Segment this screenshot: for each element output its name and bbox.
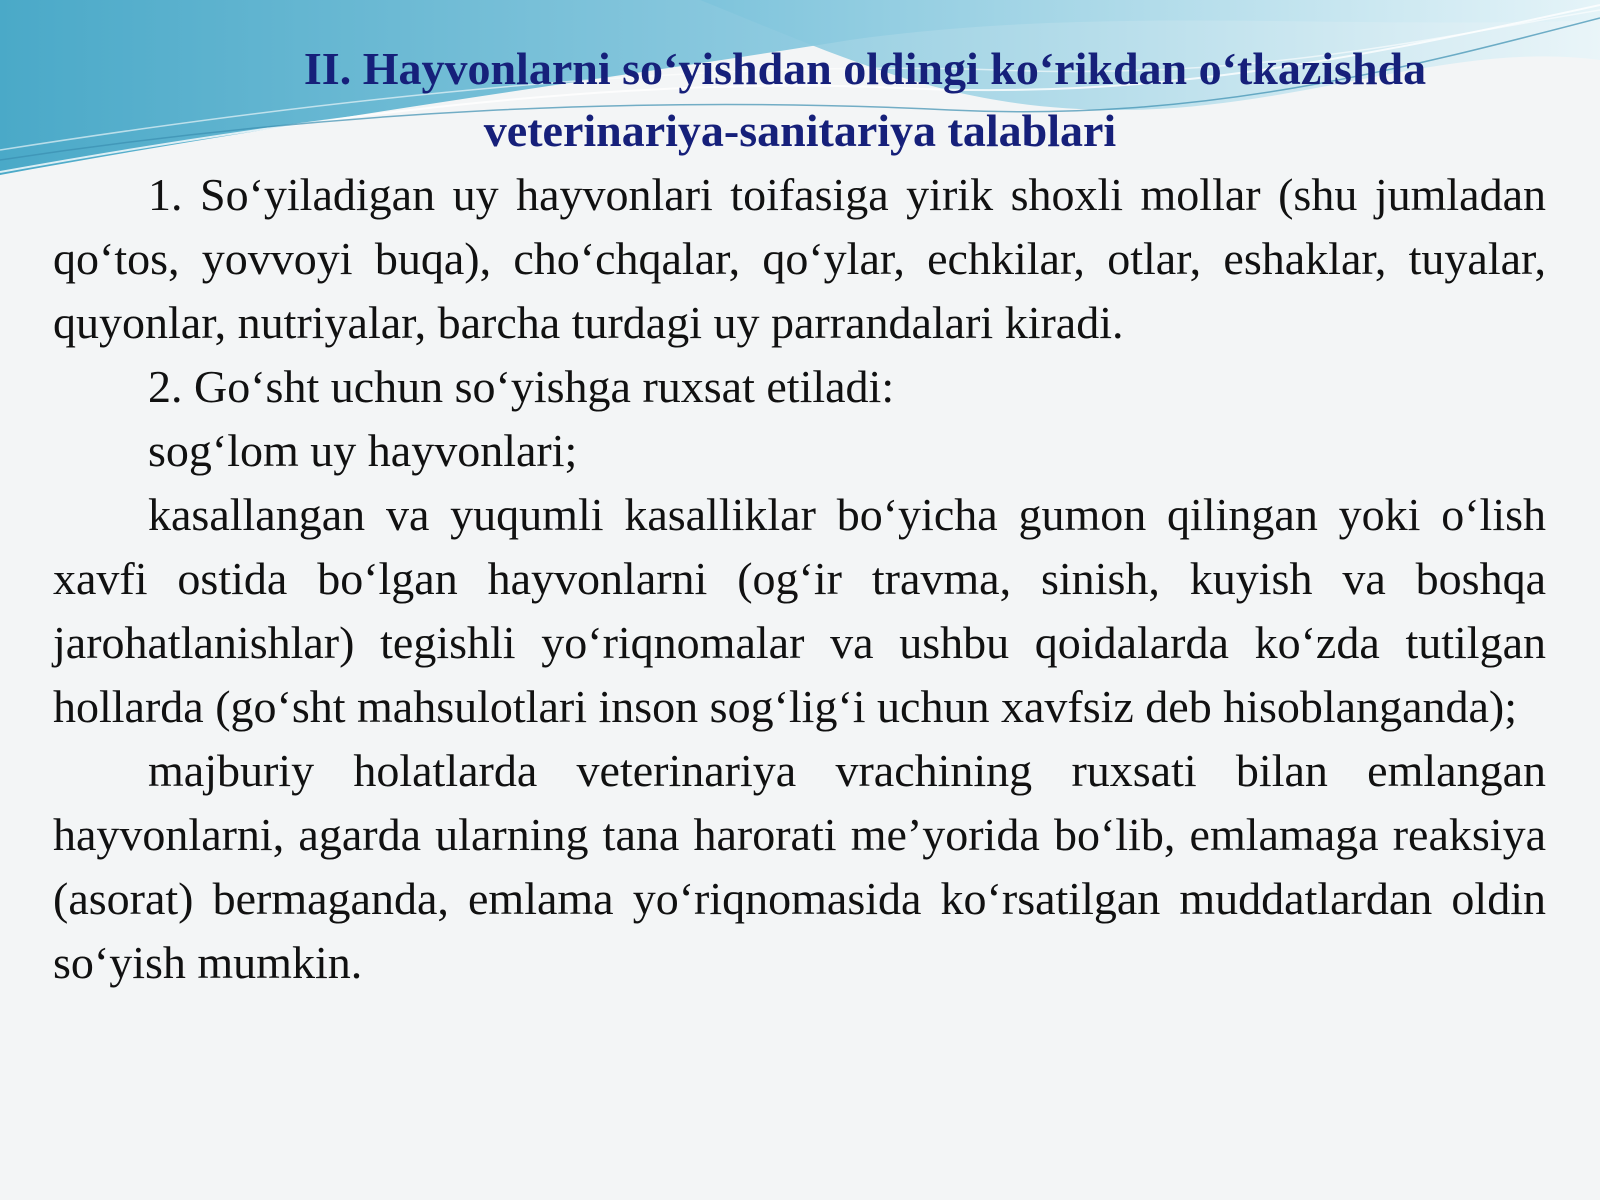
paragraph-2: 2. Go‘sht uchun so‘yishga ruxsat etiladi: xyxy=(148,361,895,412)
slide-body xyxy=(53,163,1546,995)
paragraph-3: sog‘lom uy hayvonlari; xyxy=(148,425,578,476)
slide-title-line-1: II. Hayvonlarni so‘yishdan oldingi ko‘rikdan o‘tkazishda xyxy=(303,43,1427,94)
paragraph-4: kasallangan va yuqumli kasalliklar bo‘yicha gumon qilingan yoki o‘lish xavfi ostida bo‘lgan hayvonlarni (og‘ir travma, sinish, kuyish va boshqa jarohatlanishlar) tegishli yo‘riqnomalar va ushbu qoidalarda ko‘zda tutilgan hollarda (go‘sht mahsulotlari inson sog‘lig‘i uchun xavfsiz deb hisoblanganda); xyxy=(53,489,1546,732)
slide-title xyxy=(60,38,1540,162)
paragraph-5: majburiy holatlarda veterinariya vrachining ruxsati bilan emlangan hayvonlarni, agarda ularning tana harorati me’yorida bo‘lib, emlamaga reaksiya (asorat) bermaganda, emlama yo‘riqnomasida ko‘rsatilgan muddatlardan oldin so‘yish mumkin. xyxy=(53,745,1546,988)
slide-title-line-2: veterinariya-sanitariya talablari xyxy=(483,105,1117,156)
paragraph-1: 1. So‘yiladigan uy hayvonlari toifasiga yirik shoxli mollar (shu jumladan qo‘tos, yovvoyi buqa), cho‘chqalar, qo‘ylar, echkilar, otlar, eshaklar, tuyalar, quyonlar, nutriyalar, barcha turdagi uy parrandalari kiradi. xyxy=(53,169,1546,348)
